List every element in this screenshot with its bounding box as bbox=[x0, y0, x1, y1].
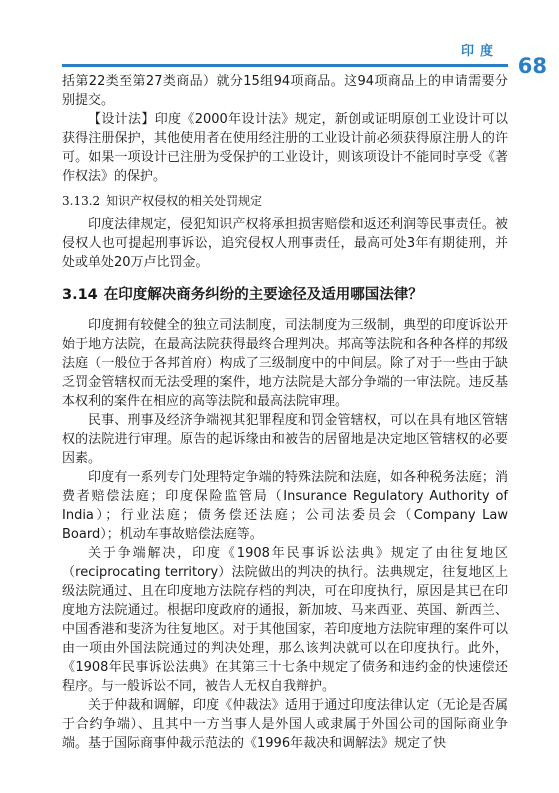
paragraph-civil-procedure: 关于争端解决，印度《1908年民事诉讼法典》规定了由往复地区（reciprocating territory）法院做出的判决的执行。法典规定，往复地区上级法院通过、且在印度地方法院存档的判决，可在印度执行，原因是其已在印度地方法院通过。根据印度政府的通报，新加坡、马来西亚、英国、新西兰、中国香港和斐济为往复地区。对于其他国家，若印度地方法院审理的案件可以由一项由外国法院通过的判决处理，那么该判决就可以在印度执行。此外，《1908年民事诉讼法典》在其第三十七条中规定了债务和违约金的快速偿还程序。与一般诉讼不同，被告人无权自我辩护。 bbox=[62, 546, 508, 694]
page-body bbox=[62, 72, 508, 753]
section-number: 3.14 bbox=[62, 287, 98, 303]
paragraph-ip-penalties: 印度法律规定，侵犯知识产权将承担损害赔偿和返还利润等民事责任。被侵权人也可提起刑事诉讼，追究侵权人刑事责任，最高可处3年有期徒刑，并处或单处20万卢比罚金。 bbox=[62, 217, 508, 270]
paragraph-judicial-system: 印度拥有较健全的独立司法制度，司法制度为三级制，典型的印度诉讼开始于地方法院，在最高法院获得最终合理判决。邦高等法院和各种各样的邦级法庭（一般位于各邦首府）构成了三级制度中的中间层。除了对于一些由于缺乏罚金管辖权而无法受理的案件，地方法院是大部分争端的一审法院。违反基本权利的案件在相应的高等法院和最高法院审理。 bbox=[62, 318, 508, 409]
running-head: 印度 bbox=[460, 44, 499, 59]
paragraph-arbitration: 关于仲裁和调解，印度《仲裁法》适用于通过印度法律认定（无论是否属于合约争端）、且其中一方当事人是外国人或隶属于外国公司的国际商业争端。基于国际商事仲裁示范法的《1996年裁决和调解法》规定了快 bbox=[62, 698, 508, 751]
section-title: 在印度解决商务纠纷的主要途径及适用哪国法律？ bbox=[103, 287, 423, 303]
paragraph-continuation: 括第22类至第27类商品）就分15组94项商品。这94项商品上的申请需要分别提交。 bbox=[62, 74, 508, 108]
paragraph-jurisdiction: 民事、刑事及经济争端视其犯罪程度和罚金管辖权，可以在具有地区管辖权的法院进行审理。原告的起诉缘由和被告的居留地是决定地区管辖权的必要因素。 bbox=[62, 413, 508, 466]
subsection-title: 知识产权侵权的相关处罚规定 bbox=[106, 194, 263, 208]
subsection-heading bbox=[62, 192, 508, 211]
paragraph-special-courts: 印度有一系列专门处理特定争端的特殊法院和法庭，如各种税务法庭；消费者赔偿法庭；印度保险监管局（Insurance Regulatory Authority of India）；行业法庭；债务偿还法庭；公司法委员会（Company Law Board）；机动车事故赔偿法庭等。 bbox=[62, 470, 508, 542]
header-rule bbox=[62, 64, 508, 67]
paragraph-design-law: 【设计法】印度《2000年设计法》规定，新创或证明原创工业设计可以获得注册保护，其他使用者在使用经注册的工业设计前必须获得原注册人的许可。如果一项设计已注册为受保护的工业设计，则该项设计不能同时享受《著作权法》的保护。 bbox=[62, 112, 508, 184]
section-heading bbox=[62, 284, 508, 306]
subsection-number: 3.13.2 bbox=[62, 194, 101, 208]
page-number: 68 bbox=[517, 54, 547, 78]
